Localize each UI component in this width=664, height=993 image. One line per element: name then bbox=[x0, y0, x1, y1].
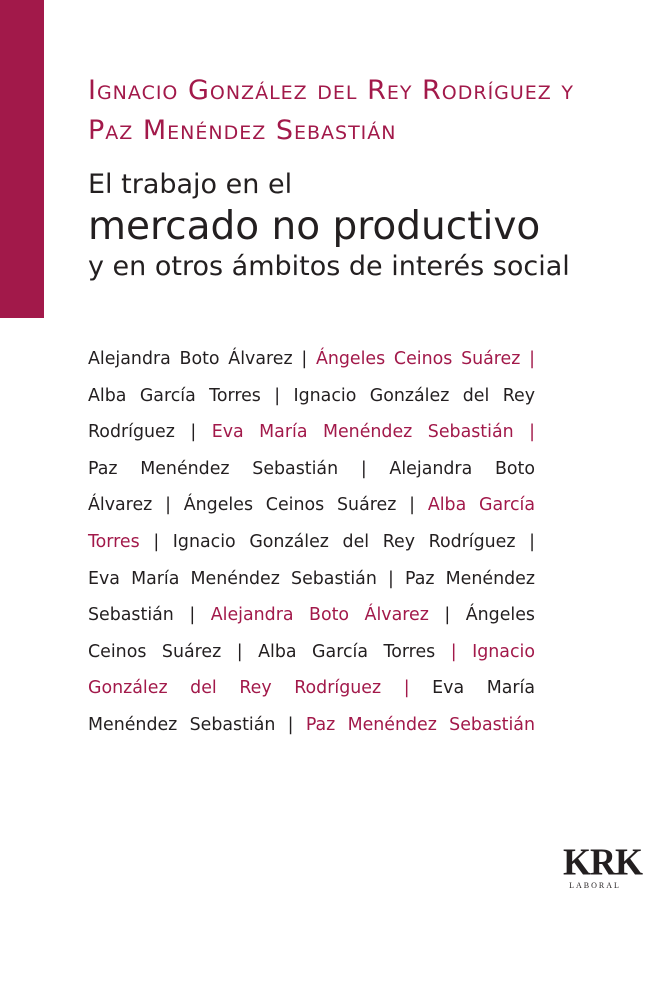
authors-line-2: Paz Menéndez Sebastián bbox=[88, 115, 397, 146]
authors-line-1: Ignacio González del Rey Rodríguez y bbox=[88, 75, 575, 106]
publisher-logo-sub: LABORAL bbox=[569, 881, 621, 890]
title-line-3: y en otros ámbitos de interés social bbox=[88, 251, 570, 282]
contributor-line bbox=[88, 524, 535, 561]
contributor-name-highlighted: González del Rey Rodríguez | bbox=[88, 678, 410, 699]
contributor-line bbox=[88, 451, 535, 488]
contributor-line bbox=[88, 487, 535, 524]
contributor-name-highlighted: Eva María Menéndez Sebastián | bbox=[211, 422, 535, 443]
contributor-name: Ceinos Suárez | Alba García Torres bbox=[88, 641, 451, 662]
contributor-line bbox=[88, 597, 535, 634]
title-line-1: El trabajo en el bbox=[88, 169, 293, 200]
publisher-logo-mark: KRK bbox=[563, 841, 643, 883]
title-line-2: mercado no productivo bbox=[88, 204, 541, 249]
contributor-name: Alejandra Boto Álvarez | bbox=[88, 349, 316, 369]
contributor-name-highlighted: Ángeles Ceinos Suárez | bbox=[315, 349, 535, 369]
contributor-line bbox=[88, 378, 535, 415]
contributor-line bbox=[88, 634, 535, 671]
contributor-line bbox=[88, 561, 535, 598]
authors-block bbox=[88, 75, 574, 155]
contributor-name: | Ángeles bbox=[428, 605, 535, 626]
contributor-line bbox=[88, 341, 535, 378]
contributor-name: Sebastián | bbox=[88, 605, 211, 626]
contributor-line bbox=[88, 707, 535, 744]
contributor-name: Eva María Menéndez Sebastián | Paz Menéndez bbox=[88, 568, 535, 589]
contributor-name: Menéndez Sebastián | bbox=[88, 714, 306, 735]
contributor-name: Álvarez | Ángeles Ceinos Suárez | bbox=[88, 495, 428, 516]
accent-bar bbox=[0, 0, 44, 318]
contributors-list bbox=[88, 341, 535, 744]
contributor-line bbox=[88, 670, 535, 707]
contributor-line bbox=[88, 414, 535, 451]
book-title bbox=[88, 165, 570, 287]
contributor-name-highlighted: Torres bbox=[88, 531, 140, 552]
contributor-name-highlighted: Paz Menéndez Sebastián bbox=[305, 714, 535, 735]
contributor-name: Alba García Torres | Ignacio González del Rey bbox=[88, 385, 535, 406]
contributor-name: | Ignacio González del Rey Rodríguez | bbox=[139, 531, 535, 552]
contributor-name: Rodríguez | bbox=[88, 422, 212, 443]
contributor-name-highlighted: Alejandra Boto Álvarez bbox=[210, 605, 429, 626]
publisher-logo bbox=[563, 841, 643, 891]
contributor-name: Eva María bbox=[409, 678, 535, 699]
contributor-name: Paz Menéndez Sebastián | Alejandra Boto bbox=[88, 458, 535, 479]
contributor-name-highlighted: | Ignacio bbox=[450, 641, 535, 662]
contributor-name-highlighted: Alba García bbox=[427, 495, 535, 516]
